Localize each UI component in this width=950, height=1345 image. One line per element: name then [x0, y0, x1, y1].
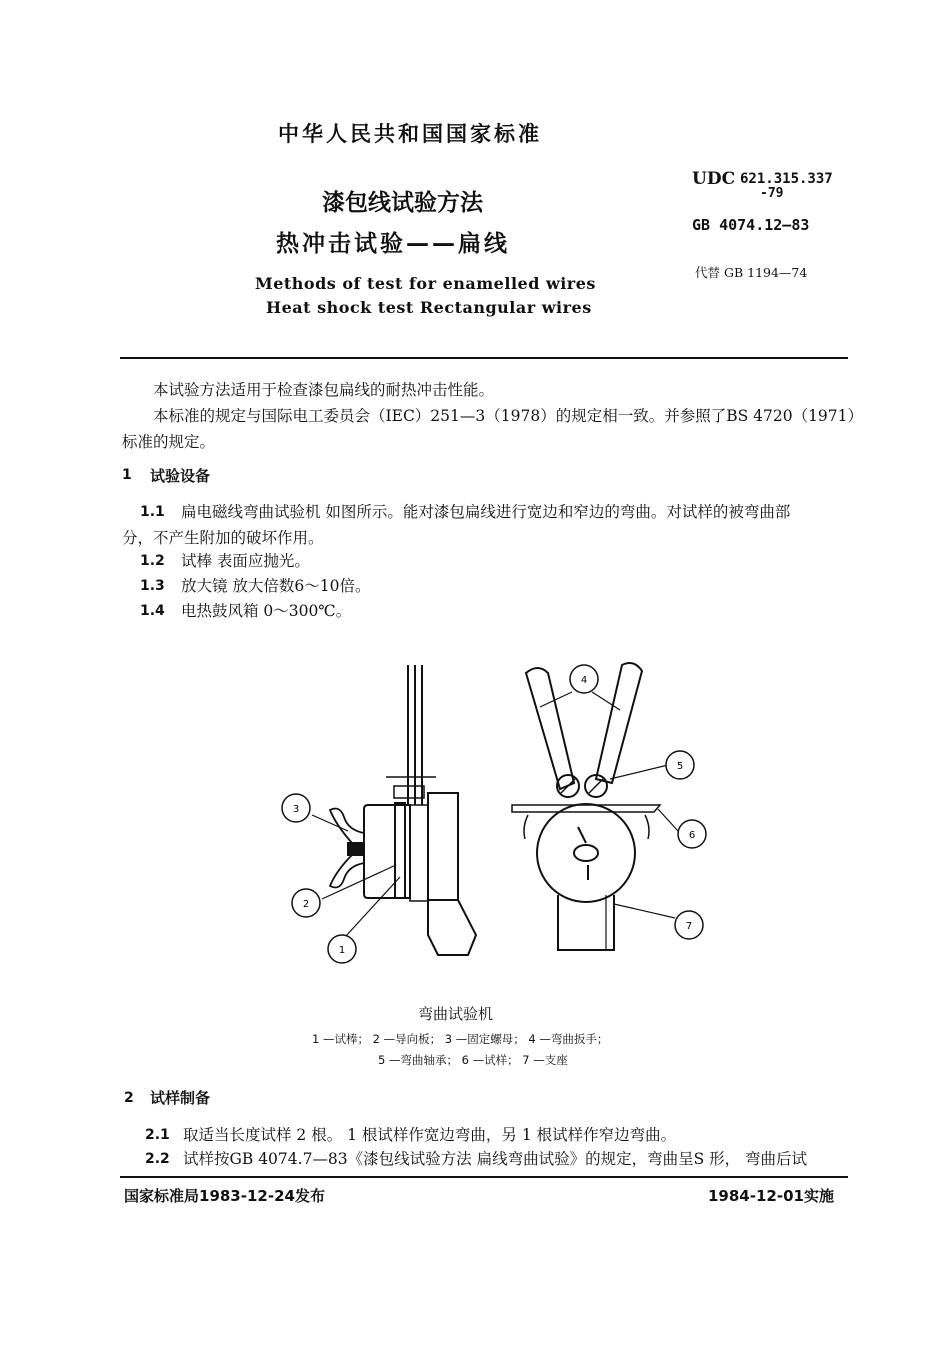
item-1-1-text-cont: 分，不产生附加的破坏作用。	[122, 529, 324, 547]
section-1-title: 试验设备	[150, 467, 211, 485]
item-2-1-text: 取适当长度试样 2 根。 1 根试样作宽边弯曲，另 1 根试样作窄边弯曲。	[183, 1126, 677, 1144]
effective-date: 1984-12-01实施	[708, 1187, 834, 1205]
callout-7-label: 7	[685, 921, 693, 932]
item-1-3-text: 放大镜 放大倍数6～10倍。	[181, 577, 371, 595]
section-2-number: 2	[124, 1090, 134, 1106]
item-1-3-number: 1.3	[140, 578, 165, 594]
udc-label: UDC	[692, 169, 736, 189]
bending-wrench-shape	[526, 668, 574, 789]
item-1-1-text: 扁电磁线弯曲试验机 如图所示。能对漆包扁线进行宽边和窄边的弯曲。对试样的被弯曲部	[181, 503, 791, 521]
item-2-2-number: 2.2	[145, 1151, 170, 1167]
udc-suffix: -79	[760, 186, 784, 201]
udc-code: 621.315.337	[740, 171, 833, 187]
item-2-2-text: 试样按GB 4074.7—83《漆包线试验方法 扁线弯曲试验》的规定，弯曲呈S 形， 弯曲后试	[183, 1150, 808, 1168]
callout-5-label: 5	[676, 761, 684, 772]
callout-3-label: 3	[292, 804, 300, 815]
figure-legend-line1: 1 —试棒； 2 —导向板； 3 —固定螺母； 4 —弯曲扳手；	[312, 1032, 609, 1046]
header-rule	[120, 357, 848, 359]
item-1-4-number: 1.4	[140, 603, 165, 619]
title-cn-line1: 漆包线试验方法	[322, 190, 483, 216]
callout-1-label: 1	[338, 945, 346, 956]
title-en-line2: Heat shock test Rectangular wires	[266, 298, 592, 317]
intro-paragraph-2: 本标准的规定与国际电工委员会（IEC）251—3（1978）的规定相一致。并参照了BS 4720（1971）	[153, 407, 864, 425]
callout-6-label: 6	[688, 830, 696, 841]
title-en-line1: Methods of test for enamelled wires	[255, 274, 596, 293]
replaces-standard: 代替 GB 1194—74	[695, 265, 808, 280]
figure-caption: 弯曲试验机	[418, 1005, 494, 1023]
figure-legend-line2: 5 —弯曲轴承； 6 —试样； 7 —支座	[378, 1053, 568, 1067]
item-2-1-number: 2.1	[145, 1127, 170, 1143]
intro-paragraph-2-cont: 标准的规定。	[122, 433, 216, 451]
section-2-title: 试样制备	[150, 1089, 211, 1107]
issued-date: 国家标准局1983-12-24发布	[124, 1187, 325, 1205]
section-1-number: 1	[122, 467, 132, 483]
footer-rule	[120, 1176, 848, 1178]
item-1-2-text: 试棒 表面应抛光。	[181, 552, 310, 570]
national-standard-heading: 中华人民共和国国家标准	[278, 122, 542, 146]
callout-2-label: 2	[302, 899, 310, 910]
item-1-2-number: 1.2	[140, 553, 165, 569]
callout-4-label: 4	[580, 675, 588, 686]
gb-number: GB 4074.12—83	[692, 216, 810, 234]
title-cn-line2: 热冲击试验——扁线	[276, 231, 510, 257]
bending-tester-figure	[270, 655, 730, 985]
item-1-1-number: 1.1	[140, 504, 165, 520]
item-1-4-text: 电热鼓风箱 0～300℃。	[181, 602, 352, 620]
test-rod-shape	[408, 665, 422, 805]
intro-paragraph-1: 本试验方法适用于检查漆包扁线的耐热冲击性能。	[153, 381, 495, 399]
